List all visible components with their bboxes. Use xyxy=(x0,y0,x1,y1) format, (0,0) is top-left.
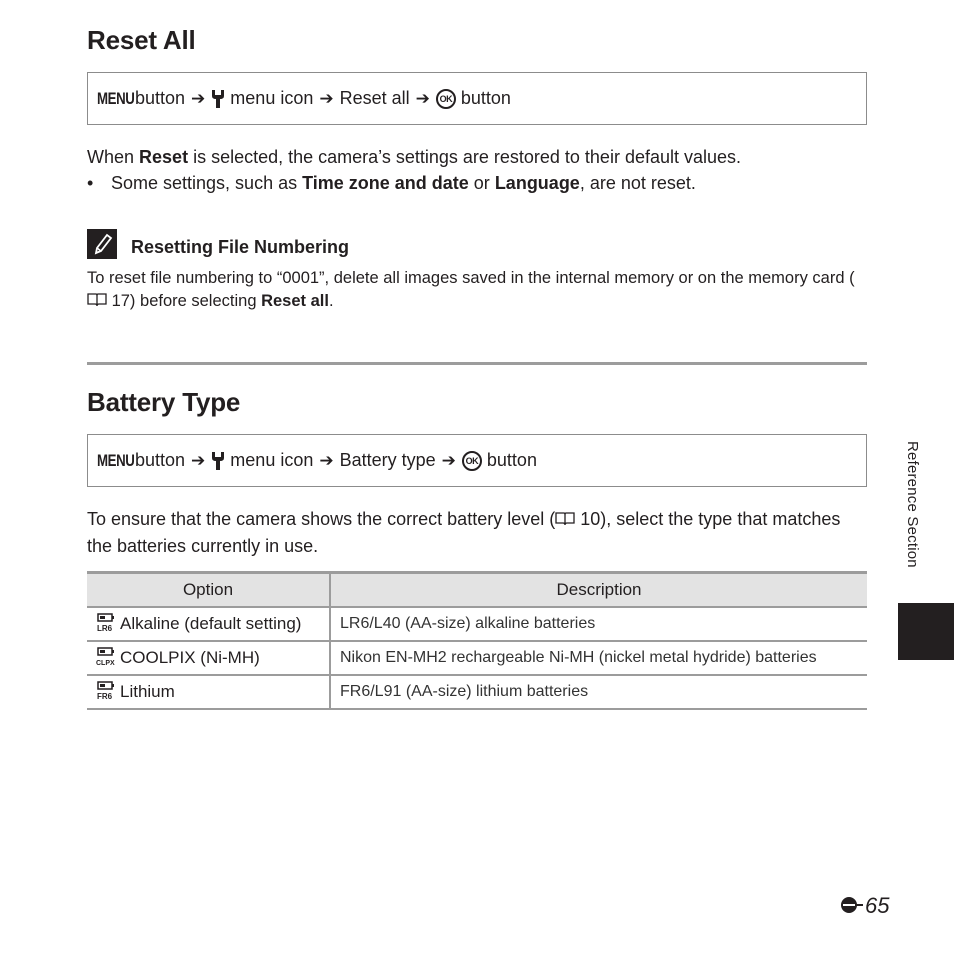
section-divider xyxy=(87,362,867,365)
bold-term: Language xyxy=(494,173,580,193)
text-run: 10), select the type that matches the batteries currently in use. xyxy=(87,509,841,556)
bullet-dot: • xyxy=(87,173,94,193)
nav-text-button: button xyxy=(135,88,186,108)
battery-description xyxy=(87,506,847,560)
reset-description xyxy=(87,144,741,171)
ok-button-icon: OK xyxy=(462,451,482,471)
menu-button-icon: MENU xyxy=(97,88,135,108)
nav-path-battery-type xyxy=(87,434,867,487)
battery-lr6-icon xyxy=(96,613,116,633)
bold-term: Reset xyxy=(139,147,189,167)
battery-type-table xyxy=(87,571,867,710)
nav-text-button: button xyxy=(135,450,186,470)
table-header-row xyxy=(87,573,867,607)
option-label: COOLPIX (Ni-MH) xyxy=(120,648,260,667)
nav-text-item: Battery type xyxy=(339,450,436,470)
arrow-right-icon: ➔ xyxy=(319,450,334,470)
table-row xyxy=(87,675,867,709)
option-cell xyxy=(87,641,330,675)
text-run: When xyxy=(87,147,140,167)
option-label: Alkaline (default setting) xyxy=(120,614,302,633)
table-row xyxy=(87,641,867,675)
nav-text-menu-icon: menu icon xyxy=(230,88,314,108)
setup-wrench-icon xyxy=(211,89,225,109)
text-run: To ensure that the camera shows the correct battery level ( xyxy=(87,509,556,529)
text-run: 17) before selecting xyxy=(107,292,262,310)
battery-clpx-icon xyxy=(96,647,116,667)
arrow-right-icon: ➔ xyxy=(319,88,334,108)
section-title-reset-all: Reset All xyxy=(87,25,196,55)
table-row xyxy=(87,607,867,641)
book-reference-icon xyxy=(87,293,107,307)
description-cell: FR6/L91 (AA-size) lithium batteries xyxy=(330,675,867,709)
note-body xyxy=(87,267,872,313)
bold-term: Reset all xyxy=(261,292,329,310)
option-label: Lithium xyxy=(120,682,175,701)
svg-text:CLPX: CLPX xyxy=(96,660,115,667)
text-run: , are not reset. xyxy=(579,173,696,193)
option-cell xyxy=(87,607,330,641)
reference-e-icon xyxy=(840,895,864,915)
column-header-description: Description xyxy=(330,573,867,607)
description-cell: Nikon EN-MH2 rechargeable Ni-MH (nickel metal hydride) batteries xyxy=(330,641,867,675)
note-title: Resetting File Numbering xyxy=(131,237,350,257)
arrow-right-icon: ➔ xyxy=(441,450,456,470)
page-number-text: 65 xyxy=(865,893,890,918)
bold-term: Time zone and date xyxy=(302,173,469,193)
nav-path-reset-all xyxy=(87,72,867,125)
arrow-right-icon: ➔ xyxy=(191,88,206,108)
svg-text:FR6: FR6 xyxy=(97,692,113,701)
arrow-right-icon: ➔ xyxy=(191,450,206,470)
menu-button-icon: MENU xyxy=(97,450,135,470)
book-reference-icon xyxy=(555,512,575,526)
nav-text-item: Reset all xyxy=(339,88,410,108)
side-tab-marker xyxy=(898,603,954,660)
page-number xyxy=(840,893,889,919)
ok-button-icon: OK xyxy=(436,89,456,109)
pencil-note-icon xyxy=(87,229,117,259)
description-cell: LR6/L40 (AA-size) alkaline batteries xyxy=(330,607,867,641)
bullet-item xyxy=(87,170,696,197)
nav-text-button: button xyxy=(460,88,511,108)
option-cell xyxy=(87,675,330,709)
nav-text-button: button xyxy=(486,450,537,470)
battery-fr6-icon xyxy=(96,681,116,701)
section-title-battery-type: Battery Type xyxy=(87,387,241,417)
text-run: or xyxy=(468,173,495,193)
nav-text-menu-icon: menu icon xyxy=(230,450,314,470)
arrow-right-icon: ➔ xyxy=(415,88,430,108)
side-label-reference-section: Reference Section xyxy=(904,441,921,568)
column-header-option: Option xyxy=(87,573,330,607)
setup-wrench-icon xyxy=(211,451,225,471)
text-run: . xyxy=(328,292,334,310)
text-run: To reset file numbering to “0001”, delete all images saved in the internal memory or on the memory card ( xyxy=(87,269,855,287)
text-run: is selected, the camera’s settings are restored to their default values. xyxy=(188,147,742,167)
text-run: Some settings, such as xyxy=(111,173,303,193)
svg-text:LR6: LR6 xyxy=(97,624,113,633)
